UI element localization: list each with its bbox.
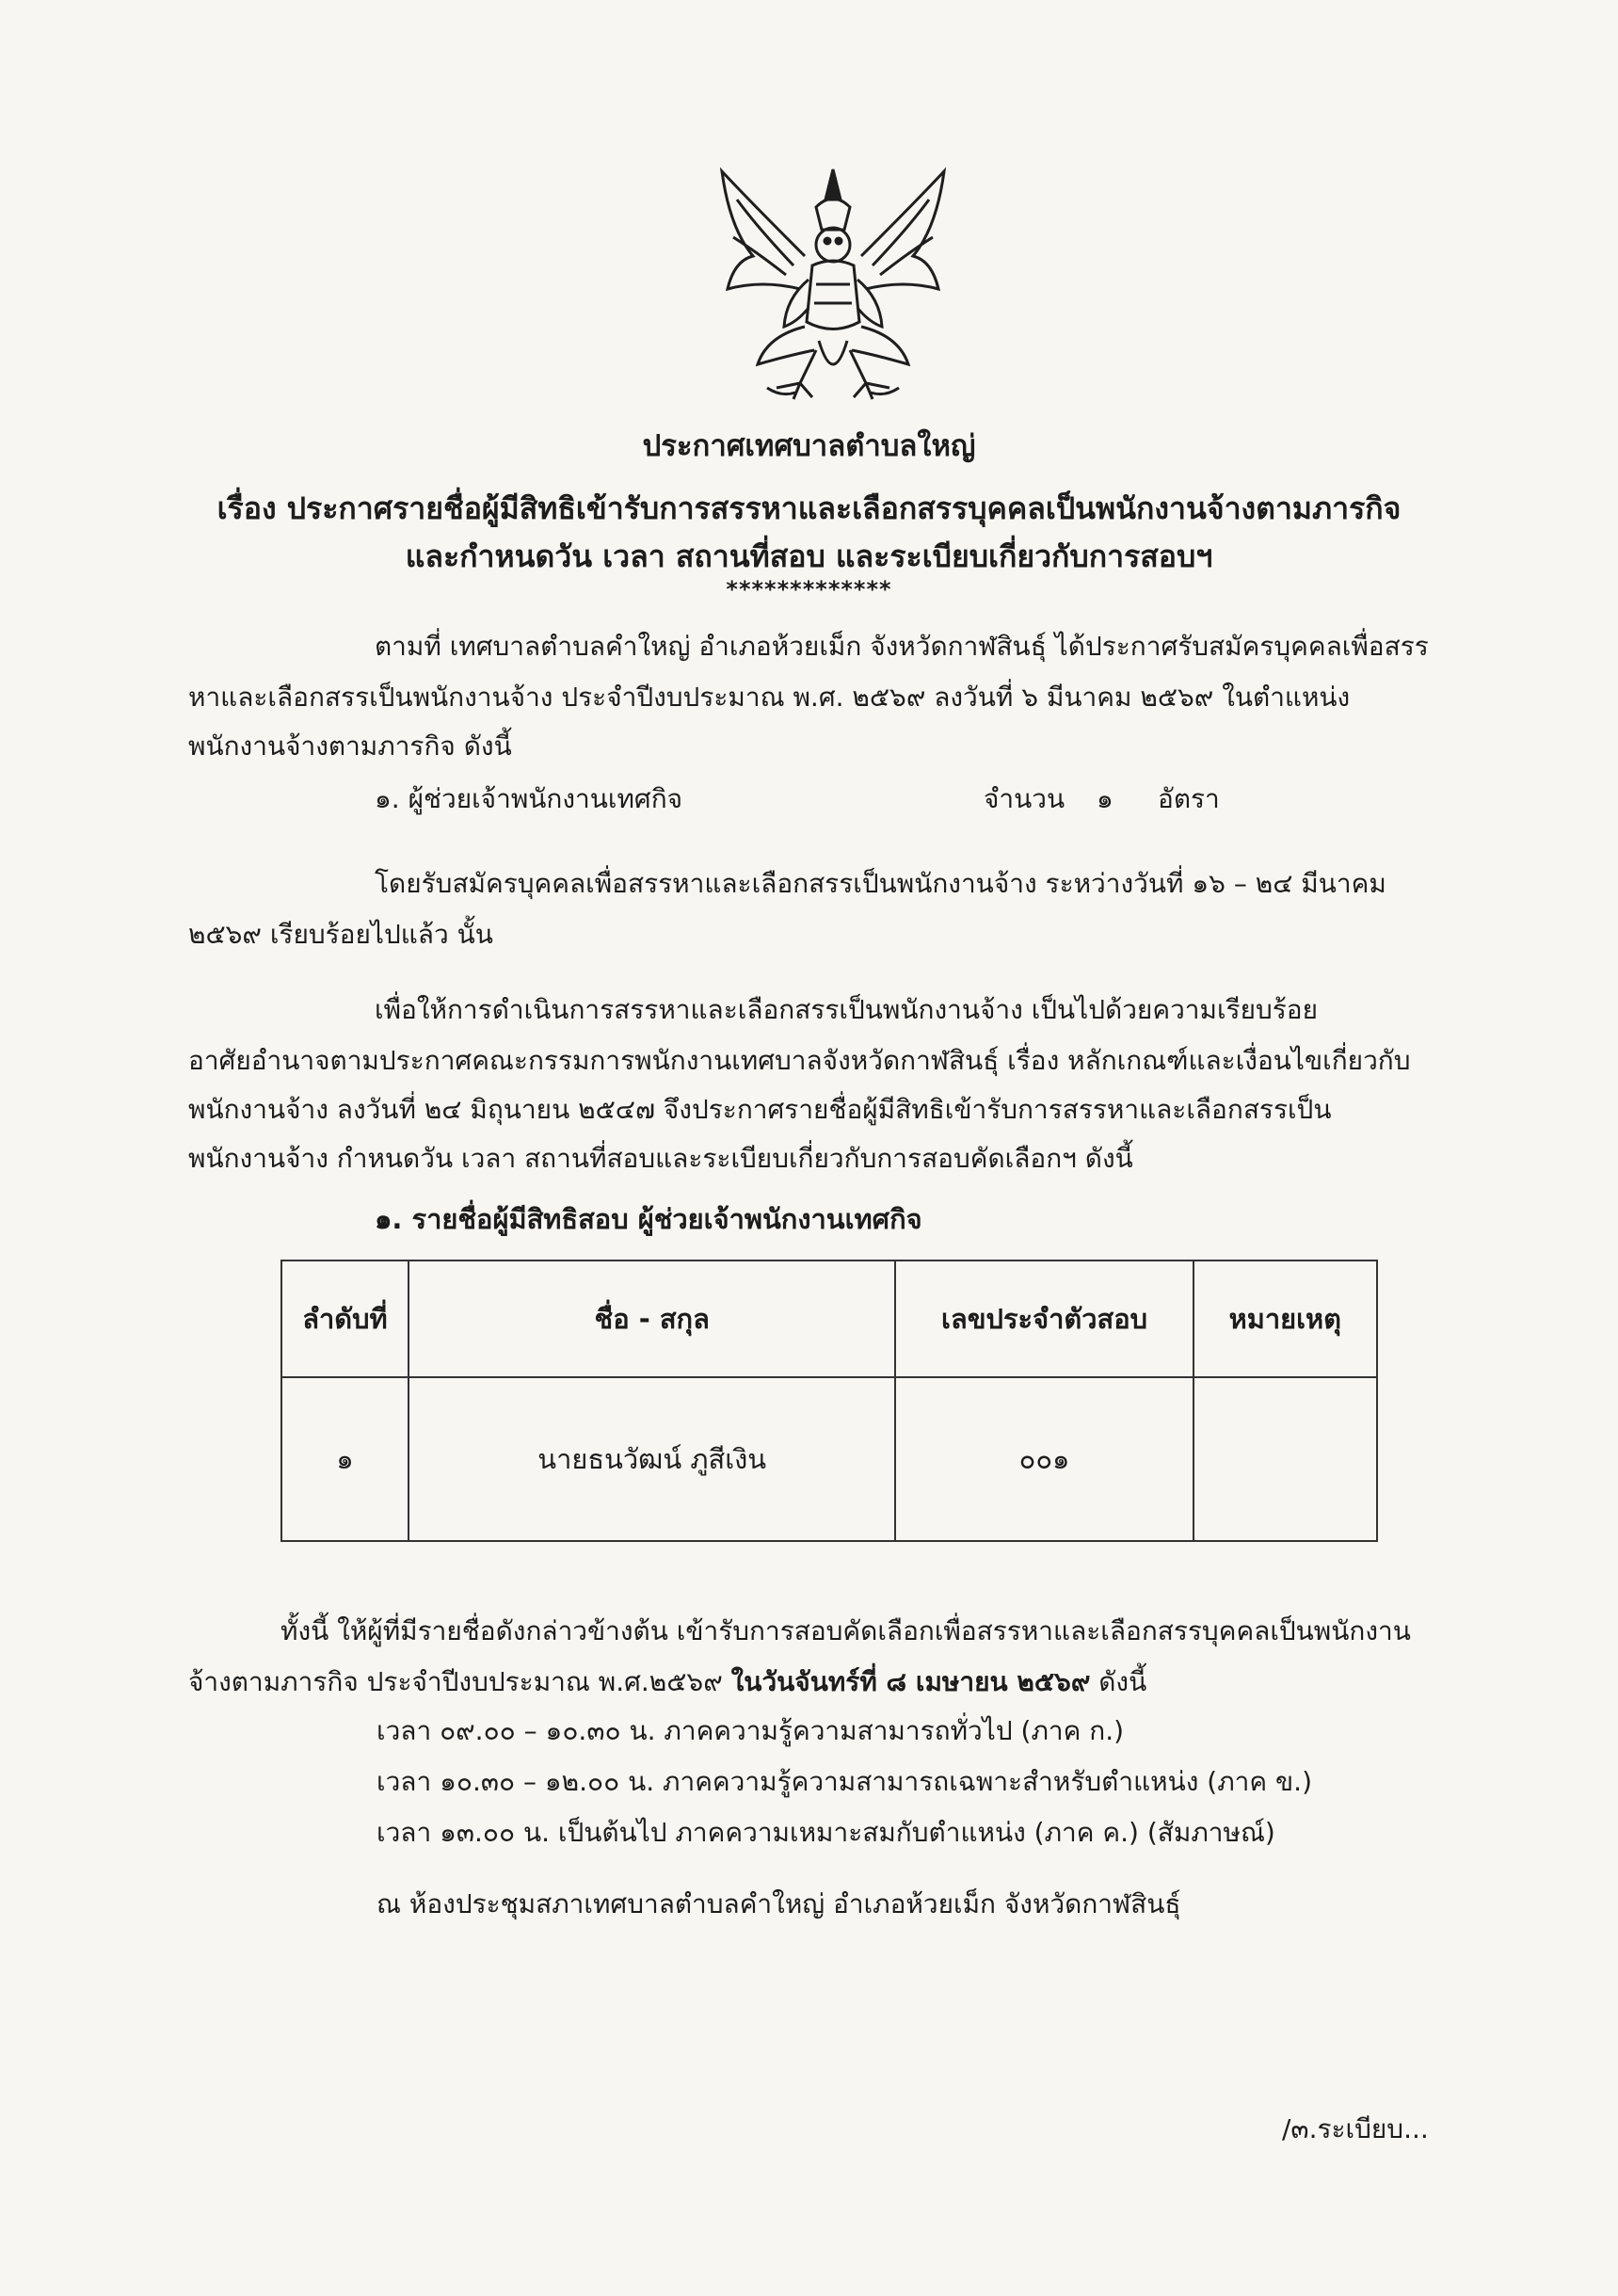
schedule-line-2 xyxy=(188,1657,1146,1708)
col-header-note: หมายเหตุ xyxy=(1193,1260,1377,1377)
section-1-title: ๑. รายชื่อผู้มีสิทธิสอบ ผู้ช่วยเจ้าพนักงานเทศกิจ xyxy=(375,1203,922,1235)
cell-no: ๑ xyxy=(281,1377,409,1541)
separator-stars: ************* xyxy=(726,576,892,602)
exam-date: ในวันจันทร์ที่ ๘ เมษายน ๒๕๖๙ xyxy=(730,1666,1091,1697)
purpose-line-2: อาศัยอำนาจตามประกาศคณะกรรมการพนักงานเทศบาลจังหวัดกาฬสินธุ์ เรื่อง หลักเกณฑ์และเงื่อนไขเกี่ยวกับ xyxy=(188,1045,1411,1076)
schedule-slot-1: เวลา ๐๙.๐๐ – ๑๐.๓๐ น. ภาคความรู้ความสามารถทั่วไป (ภาค ก.) xyxy=(376,1715,1125,1746)
position-label: ๑. ผู้ช่วยเจ้าพนักงานเทศกิจ xyxy=(375,783,683,814)
schedule-slot-2: เวลา ๑๐.๓๐ – ๑๒.๐๐ น. ภาคความรู้ความสามารถเฉพาะสำหรับตำแหน่ง (ภาค ข.) xyxy=(376,1766,1312,1797)
purpose-line-3: พนักงานจ้าง ลงวันที่ ๒๔ มิถุนายน ๒๕๔๗ จึงประกาศรายชื่อผู้มีสิทธิเข้ารับการสรรหาและเลือกสรรเป็น xyxy=(188,1094,1332,1125)
cell-exam-id: ๐๐๑ xyxy=(895,1377,1193,1541)
intro-line-3: พนักงานจ้างตามภารกิจ ดังนี้ xyxy=(188,731,512,762)
application-line-1: โดยรับสมัครบุคคลเพื่อสรรหาและเลือกสรรเป็นพนักงานจ้าง ระหว่างวันที่ ๑๖ – ๒๔ มีนาคม xyxy=(375,868,1386,899)
cell-name: นายธนวัฒน์ ภูสีเงิน xyxy=(409,1377,896,1541)
purpose-line-4: พนักงานจ้าง กำหนดวัน เวลา สถานที่สอบและระเบียบเกี่ยวกับการสอบคัดเลือกฯ ดังนี้ xyxy=(188,1143,1133,1174)
table-header-row xyxy=(281,1260,1377,1377)
schedule-line-2-prefix: จ้างตามภารกิจ ประจำปีงบประมาณ พ.ศ.๒๕๖๙ xyxy=(188,1666,731,1697)
subject-line-2: และกำหนดวัน เวลา สถานที่สอบ และระเบียบเกี่ยวกับการสอบฯ xyxy=(405,538,1213,574)
position-unit: อัตรา xyxy=(1158,783,1220,814)
schedule-slot-3: เวลา ๑๓.๐๐ น. เป็นต้นไป ภาคความเหมาะสมกับตำแหน่ง (ภาค ค.) (สัมภาษณ์) xyxy=(376,1817,1275,1848)
col-header-name: ชื่อ - สกุล xyxy=(409,1260,896,1377)
col-header-exam-id: เลขประจำตัวสอบ xyxy=(895,1260,1193,1377)
schedule-line-1: ทั้งนี้ ให้ผู้ที่มีรายชื่อดังกล่าวข้างต้น เข้ารับการสอบคัดเลือกเพื่อสรรหาและเลือกสรรบุคคลเป็นพนักงาน xyxy=(280,1615,1411,1646)
intro-line-2: หาและเลือกสรรเป็นพนักงานจ้าง ประจำปีงบประมาณ พ.ศ. ๒๕๖๙ ลงวันที่ ๖ มีนาคม ๒๕๖๙ ในตำแหน่ง xyxy=(188,682,1351,713)
purpose-line-1: เพื่อให้การดำเนินการสรรหาและเลือกสรรเป็นพนักงานจ้าง เป็นไปด้วยความเรียบร้อย xyxy=(375,994,1319,1025)
intro-line-1: ตามที่ เทศบาลตำบลคำใหญ่ อำเภอห้วยเม็ก จังหวัดกาฬสินธุ์ ได้ประกาศรับสมัครบุคคลเพื่อสรร xyxy=(375,631,1429,662)
application-line-2: ๒๕๖๙ เรียบร้อยไปแล้ว นั้น xyxy=(188,919,493,950)
org-title: ประกาศเทศบาลตำบลใหญ่ xyxy=(642,429,976,463)
position-count-label: จำนวน xyxy=(984,783,1065,814)
col-header-no: ลำดับที่ xyxy=(281,1260,409,1377)
cell-note xyxy=(1193,1377,1377,1541)
position-count: ๑ xyxy=(1097,783,1113,814)
continued-marker: /๓.ระเบียบ... xyxy=(1282,2113,1429,2144)
garuda-emblem-icon xyxy=(711,162,955,411)
schedule-line-2-suffix: ดังนี้ xyxy=(1090,1666,1147,1697)
candidate-table xyxy=(280,1260,1378,1542)
exam-venue: ณ ห้องประชุมสภาเทศบาลตำบลคำใหญ่ อำเภอห้วยเม็ก จังหวัดกาฬสินธุ์ xyxy=(376,1888,1181,1919)
table-row xyxy=(281,1377,1377,1541)
subject-line-1: เรื่อง ประกาศรายชื่อผู้มีสิทธิเข้ารับการสรรหาและเลือกสรรบุคคลเป็นพนักงานจ้างตามภารกิจ xyxy=(216,490,1402,526)
